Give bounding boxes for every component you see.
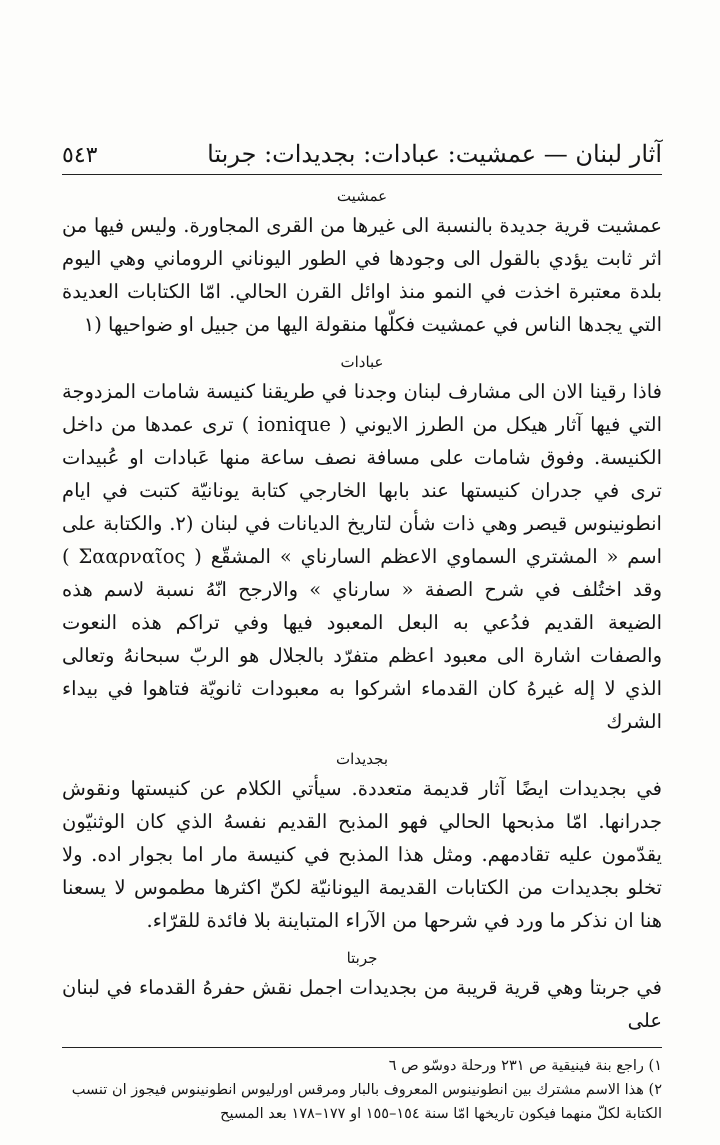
paragraph-bjdidat: في بجديدات ايضًا آثار قديمة متعددة. سيأتي الكلام عن كنيستها ونقوش جدرانها. امّا مذبحها الحالي فهو المذبح القديم نفسهُ الذي كان الوثنيّون يقدّمون عليه تقادمهم. ومثل هذا المذبح في كنيسة مار اما بجوار اده. ولا تخلو بجديدات من الكتابات القديمة اليونانيّة لكنّ اكثرها مطموس لا يسعنا هنا ان نذكر ما ورد في شرحها من الآراء المتباينة بلا فائدة للقرّاء.: [62, 777, 662, 932]
text-end-rule: [62, 1047, 662, 1048]
section-title-amshit: عمشيت: [336, 187, 388, 205]
book-page: [62, 140, 662, 1126]
footnote-1: ١) راجع بنة فينيقية ص ٢٣١ ورحلة دوسّو ص ٦: [388, 1058, 662, 1074]
section-title-abadat: عبادات: [340, 353, 384, 371]
paragraph-jrabta: في جربتا وهي قرية قريبة من بجديدات اجمل نقش حفرهُ القدماء في لبنان على: [62, 976, 662, 1032]
paragraph-amshit: عمشيت قرية جديدة بالنسبة الى غيرها من القرى المجاورة. وليس فيها من اثر ثابت يؤدي بالقول الى وجودها في الطور اليوناني الروماني وهي اليوم بلدة معتبرة اخذت في النمو منذ اوائل القرن الحالي. امّا الكتابات العديدة التي يجدها الناس في عمشيت فكلّها منقولة اليها من جبيل او ضواحيها (١: [62, 214, 662, 336]
header-title: آثار لبنان — عمشيت: عبادات: بجديدات: جربتا: [207, 140, 662, 168]
paragraph-abadat: فاذا رقينا الان الى مشارف لبنان وجدنا في طريقنا كنيسة شامات المزدوجة التي فيها آثار هيكل من الطرز الايوني ( ionique ) ترى عمدها من داخل الكنيسة. وفوق شامات على مسافة نصف ساعة منها عَبادات او عُبيدات ترى في جدران كنيستها عند بابها الخارجي كتابة يونانيّة كتبت في ايام انطونينوس قيصر وهي ذات شأن لتاريخ الديانات في لبنان (٢. والكتابة على اسم « المشتري السماوي الاعظم السارناي » المشقّع ( Σααρναῖος ) وقد اختُلف في شرح الصفة « سارناي » والارجح انّهُ نسبة لاسم هذه الضيعة القديم فدُعي به البعل المعبود فيها وفي تراكم هذه النعوت والصفات اشارة الى معبود اعظم متفرّد بالجلال هو الربّ سبحانهُ وتعالى الذي لا إله غيرهُ كان القدماء اشركوا به معبودات ثانويّة فتاهوا في بيداء الشرك: [62, 380, 662, 733]
section-title-jrabta: جربتا: [346, 949, 378, 967]
running-header: [62, 140, 662, 175]
footnote-2: ٢) هذا الاسم مشترك بين انطونينوس المعروف بالبار ومرقس اورليوس انطونينوس فيجوز ان تنسب الكتابة لكلّ منهما فيكون تاريخها امّا سنة ١٥٤–١٥٥ او ١٧٧–١٧٨ بعد المسيح: [71, 1082, 662, 1122]
page-number: ٥٤٣: [62, 143, 98, 168]
section-title-bjdidat: بجديدات: [335, 750, 389, 768]
